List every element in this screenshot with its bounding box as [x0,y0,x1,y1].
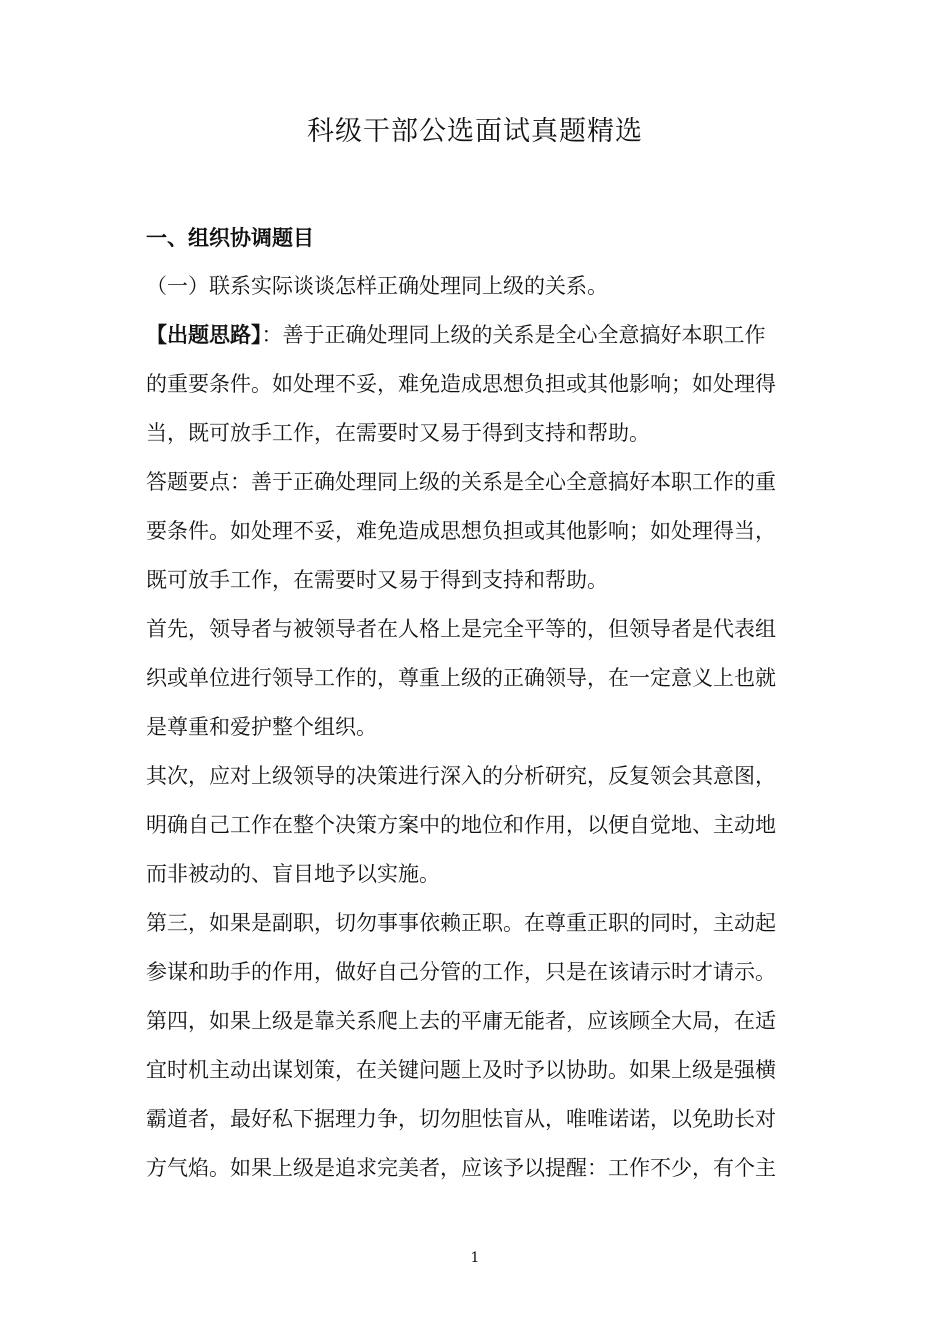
page-number: 1 [470,1250,480,1266]
body-line-7: 首先，领导者与被领导者在人格上是完全平等的，但领导者是代表组 [146,617,776,641]
body-line-5: 要条件。如处理不妥，难免造成思想负担或其他影响；如处理得当， [146,519,776,543]
body-line-16: 宜时机主动出谋划策，在关键问题上及时予以协助。如果上级是强横 [146,1058,776,1082]
body-line-18: 方气焰。如果上级是追求完美者，应该予以提醒：工作不少，有个主 [146,1156,776,1180]
body-line-6: 既可放手工作，在需要时又易于得到支持和帮助。 [146,568,608,592]
body-line-4: 答题要点：善于正确处理同上级的关系是全心全意搞好本职工作的重 [146,470,776,494]
body-line-9: 是尊重和爱护整个组织。 [146,715,377,739]
body-line-1-text: ：善于正确处理同上级的关系是全心全意搞好本职工作 [261,323,766,347]
body-line-8: 织或单位进行领导工作的，尊重上级的正确领导，在一定意义上也就 [146,666,776,690]
section-heading: 一、组织协调题目 [146,226,314,250]
body-line-10: 其次，应对上级领导的决策进行深入的分析研究，反复领会其意图， [146,764,776,788]
body-line-12: 而非被动的、盲目地予以实施。 [146,862,440,886]
question-line: （一）联系实际谈谈怎样正确处理同上级的关系。 [146,274,608,298]
body-line-13: 第三，如果是副职，切勿事事依赖正职。在尊重正职的同时，主动起 [146,911,776,935]
body-line-15: 第四，如果上级是靠关系爬上去的平庸无能者，应该顾全大局，在适 [146,1009,776,1033]
body-line-1 [146,317,826,353]
body-line-2: 的重要条件。如处理不妥，难免造成思想负担或其他影响；如处理得 [146,372,776,396]
body-line-11: 明确自己工作在整个决策方案中的地位和作用，以便自觉地、主动地 [146,813,776,837]
body-line-3: 当，既可放手工作，在需要时又易于得到支持和帮助。 [146,421,650,445]
idea-label: 【出题思路】 [146,322,262,347]
body-line-14: 参谋和助手的作用，做好自己分管的工作，只是在该请示时才请示。 [146,960,776,984]
document-title: 科级干部公选面试真题精选 [307,116,643,147]
body-line-17: 霸道者，最好私下据理力争，切勿胆怯盲从，唯唯诺诺，以免助长对 [146,1107,776,1131]
